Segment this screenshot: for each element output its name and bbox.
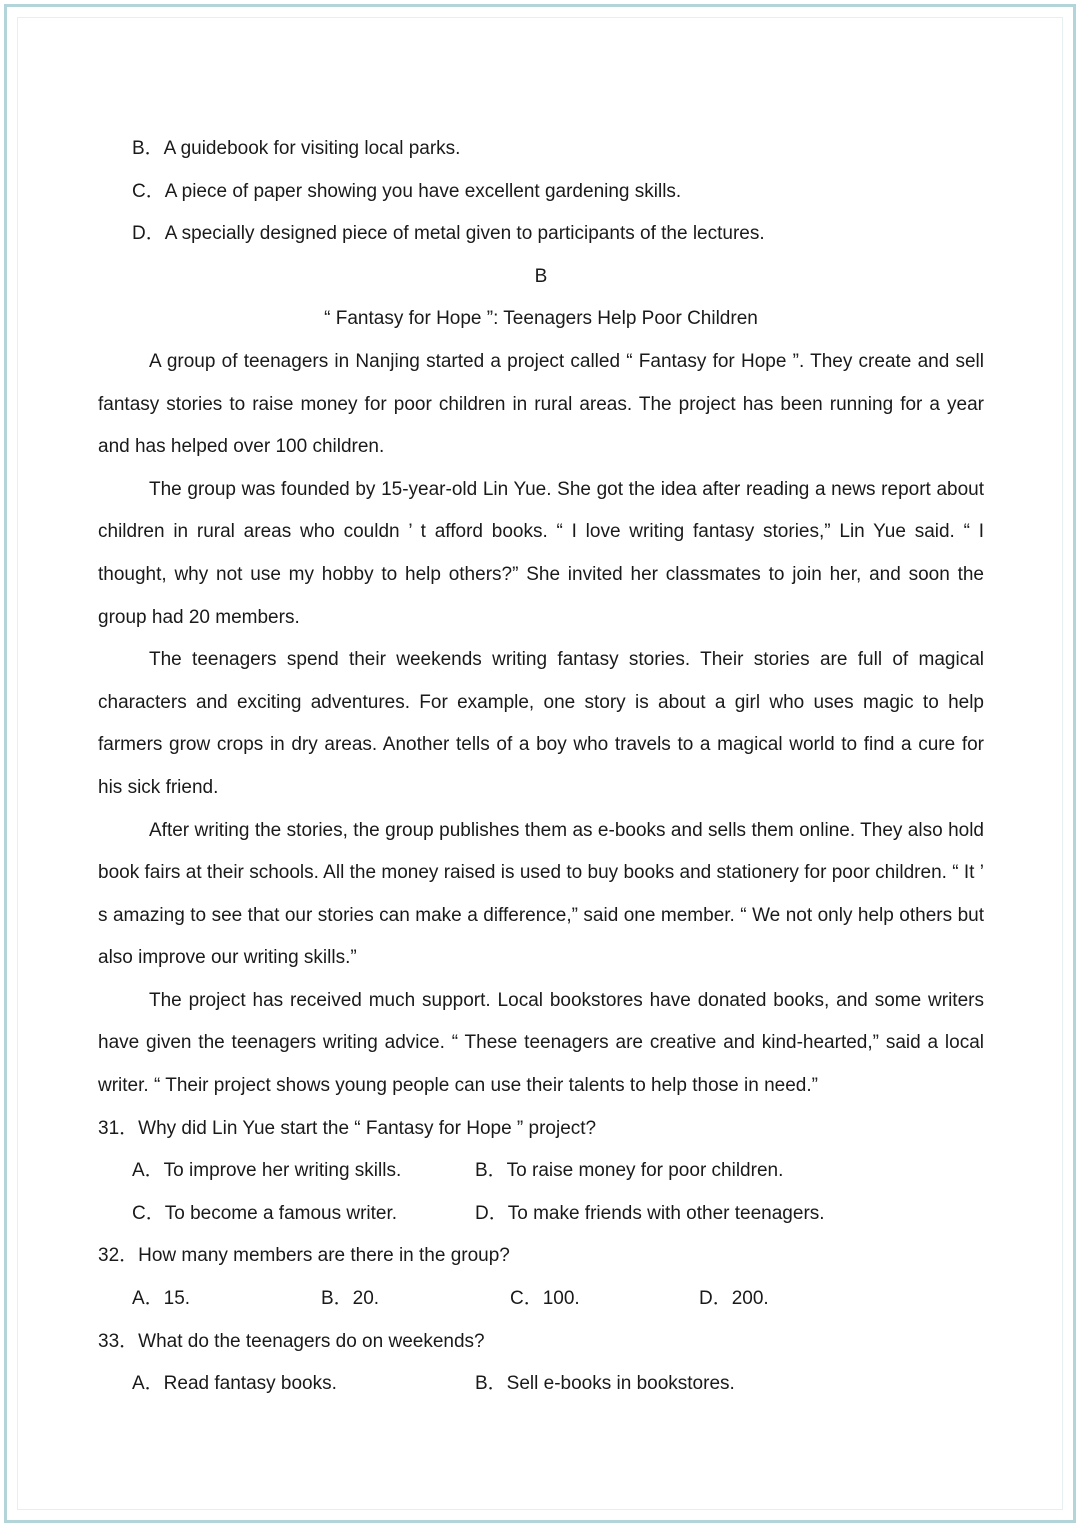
option-d: D．200. xyxy=(699,1288,769,1310)
option-d: D．To make friends with other teenagers. xyxy=(475,1202,825,1224)
question-33-options-row xyxy=(98,1363,984,1406)
paragraph: The project has received much support. Local bookstores have donated books, and some writers have given the teenagers writing advice. “ These teenagers are creative and kind-hearted,” said a local writer. “ Their project shows young people can use their talents to help those in need.” xyxy=(98,989,984,1097)
option-a: A．15. xyxy=(132,1288,191,1310)
option-c: C．To become a famous writer. xyxy=(132,1202,398,1224)
question-33: 33．What do the teenagers do on weekends? xyxy=(98,1330,485,1352)
question-32-options-row xyxy=(98,1278,984,1321)
exam-page xyxy=(98,128,984,1406)
paragraph: The group was founded by 15-year-old Lin Yue. She got the idea after reading a news report about children in rural areas who couldn ’ t afford books. “ I love writing fantasy stories,” Lin Yue said. “ I thought, why not use my hobby to help others?” She invited her classmates to join her, and soon the group had 20 members. xyxy=(98,478,984,628)
question-31-options-row xyxy=(98,1150,984,1193)
option-b: B．Sell e-books in bookstores. xyxy=(475,1373,735,1395)
option-a: A．To improve her writing skills. xyxy=(132,1160,402,1182)
paragraph: After writing the stories, the group publishes them as e-books and sells them online. They also hold book fairs at their schools. All the money raised is used to buy books and stationery for poor children. “ It ’ s amazing to see that our stories can make a difference,” said one member. “ We not only help others but also improve our writing skills.” xyxy=(98,819,984,969)
passage-title: “ Fantasy for Hope ”: Teenagers Help Poor Children xyxy=(324,308,758,330)
question-31: 31．Why did Lin Yue start the “ Fantasy for Hope ” project? xyxy=(98,1117,597,1139)
option-b: B．To raise money for poor children. xyxy=(475,1160,784,1182)
option-c: C．100. xyxy=(510,1288,580,1310)
prev-option-b: B．A guidebook for visiting local parks. xyxy=(132,138,461,159)
option-b: B．20. xyxy=(321,1288,380,1310)
prev-option-d: D．A specially designed piece of metal given to participants of the lectures. xyxy=(132,223,765,245)
question-32: 32．How many members are there in the group? xyxy=(98,1245,510,1267)
option-a: A．Read fantasy books. xyxy=(132,1373,337,1395)
paragraph: A group of teenagers in Nanjing started a project called “ Fantasy for Hope ”. They create and sell fantasy stories to raise money for poor children in rural areas. The project has been running for a year and has helped over 100 children. xyxy=(98,350,984,458)
prev-option-c: C．A piece of paper showing you have excellent gardening skills. xyxy=(132,180,682,202)
section-label: B xyxy=(534,265,548,287)
question-31-options-row xyxy=(98,1193,984,1236)
paragraph: The teenagers spend their weekends writing fantasy stories. Their stories are full of magical characters and exciting adventures. For example, one story is about a girl who uses magic to help farmers grow crops in dry areas. Another tells of a boy who travels to a magical world to find a cure for his sick friend. xyxy=(98,649,984,798)
